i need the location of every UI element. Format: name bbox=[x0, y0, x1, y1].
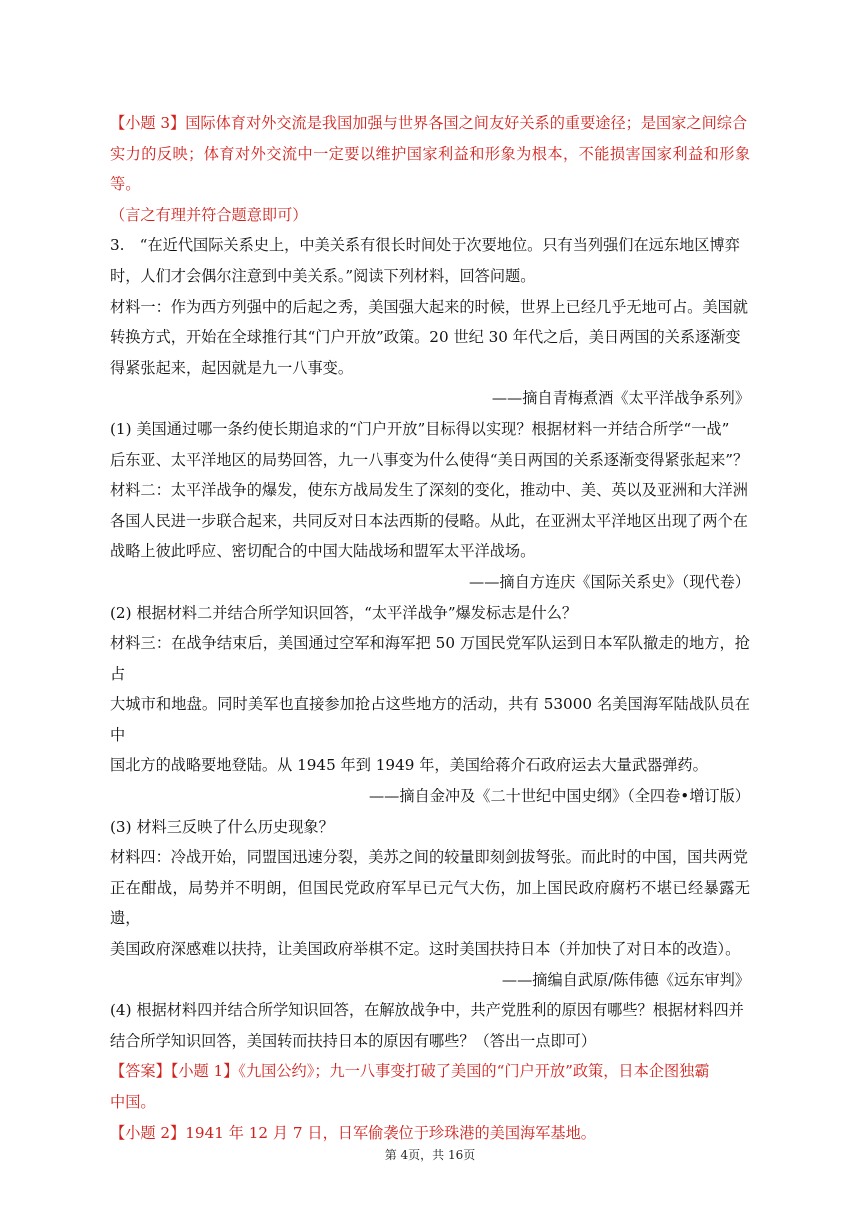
answer-2: 【小题 2】1941 年 12 月 7 日，日军偷袭位于珍珠港的美国海军基地。 bbox=[110, 1123, 596, 1142]
material-4: 材料四：冷战开始，同盟国迅速分裂，美苏之间的较量即刻剑拔弩张。而此时的中国，国共两党 bbox=[110, 848, 748, 867]
material-1: 材料一：作为西方列强中的后起之秀，美国强大起来的时候，世界上已经几乎无地可占。美国就 bbox=[110, 297, 748, 316]
material-4-source: ——摘编自武原/陈伟德《远东审判》 bbox=[501, 970, 750, 989]
material-4: 正在酣战，局势并不明朗，但国民党政府军早已元气大伤，加上国民政府腐朽不堪已经暴露无遗， bbox=[110, 878, 750, 928]
material-3: 材料三：在战争结束后，美国通过空军和海军把 50 万国民党军队运到日本军队撤走的地方，抢占 bbox=[110, 634, 750, 683]
material-1-source: ——摘自青梅煮酒《太平洋战争系列》 bbox=[491, 389, 750, 408]
question-intro: 时，人们才会偶尔注意到中美关系。”阅读下列材料，回答问题。 bbox=[110, 266, 536, 285]
page-content bbox=[110, 108, 750, 1148]
sub-question-4: 结合所学知识回答，美国转而扶持日本的原因有哪些？（答出一点即可） bbox=[110, 1031, 596, 1050]
sub-question-1: (1) 美国通过哪一条约使长期追求的“门户开放”目标得以实现？根据材料一并结合所学“一战” bbox=[110, 419, 730, 438]
answer-1: 【答案】【小题 1】《九国公约》；九一八事变打破了美国的“门户开放”政策，日本企图独霸 bbox=[110, 1062, 710, 1081]
material-2: 各国人民进一步联合起来，共同反对日本法西斯的侵略。从此，在亚洲太平洋地区出现了两个在 bbox=[110, 511, 748, 530]
material-3: 国北方的战略要地登陆。从 1945 年到 1949 年，美国给蒋介石政府运去大量武器弹药。 bbox=[110, 756, 708, 775]
question-3 bbox=[110, 230, 750, 1056]
sub-question-4: (4) 根据材料四并结合所学知识回答，在解放战争中，共产党胜利的原因有哪些？根据材料四并 bbox=[110, 1001, 744, 1020]
material-2: 材料二：太平洋战争的爆发，使东方战局发生了深刻的变化，推动中、美、英以及亚洲和大洋洲 bbox=[110, 481, 748, 500]
answer-line: （言之有理并符合题意即可） bbox=[110, 205, 308, 224]
material-4: 美国政府深感难以扶持，让美国政府举棋不定。这时美国扶持日本（并加快了对日本的改造）。 bbox=[110, 940, 741, 959]
answer-line: 实力的反映；体育对外交流中一定要以维护国家利益和形象为根本，不能损害国家利益和形象等。 bbox=[110, 144, 750, 194]
material-1: 转换方式，开始在全球推行其“门户开放”政策。20 世纪 30 年代之后，美日两国的关系逐渐变 bbox=[110, 328, 741, 347]
answer-section bbox=[110, 1056, 750, 1148]
page-number-footer: 第 4页，共 16页 bbox=[384, 1148, 476, 1162]
question-intro: 3. “在近代国际关系史上，中美关系有很长时间处于次要地位。只有当列强们在远东地区博弈 bbox=[110, 236, 740, 255]
sub-question-2: (2) 根据材料二并结合所学知识回答，“太平洋战争”爆发标志是什么？ bbox=[110, 603, 578, 622]
answer-line: 【小题 3】国际体育对外交流是我国加强与世界各国之间友好关系的重要途径；是国家之间综合 bbox=[110, 114, 748, 132]
material-3: 大城市和地盘。同时美军也直接参加抢占这些地方的活动，共有 53000 名美国海军陆战队员在中 bbox=[110, 695, 750, 744]
material-1: 得紧张起来，起因就是九一八事变。 bbox=[110, 358, 353, 377]
material-2-source: ——摘自方连庆《国际关系史》（现代卷） bbox=[469, 572, 750, 591]
sub-question-1: 后东亚、太平洋地区的局势回答，九一八事变为什么使得“美日两国的关系逐渐变得紧张起来”？ bbox=[110, 450, 749, 469]
previous-answer-q3 bbox=[110, 108, 750, 230]
material-2: 战略上彼此呼应、密切配合的中国大陆战场和盟军太平洋战场。 bbox=[110, 542, 536, 561]
answer-1: 中国。 bbox=[110, 1093, 156, 1111]
sub-question-3: (3) 材料三反映了什么历史现象？ bbox=[110, 817, 334, 836]
material-3-source: ——摘自金冲及《二十世纪中国史纲》（全四卷•增订版） bbox=[368, 787, 750, 806]
